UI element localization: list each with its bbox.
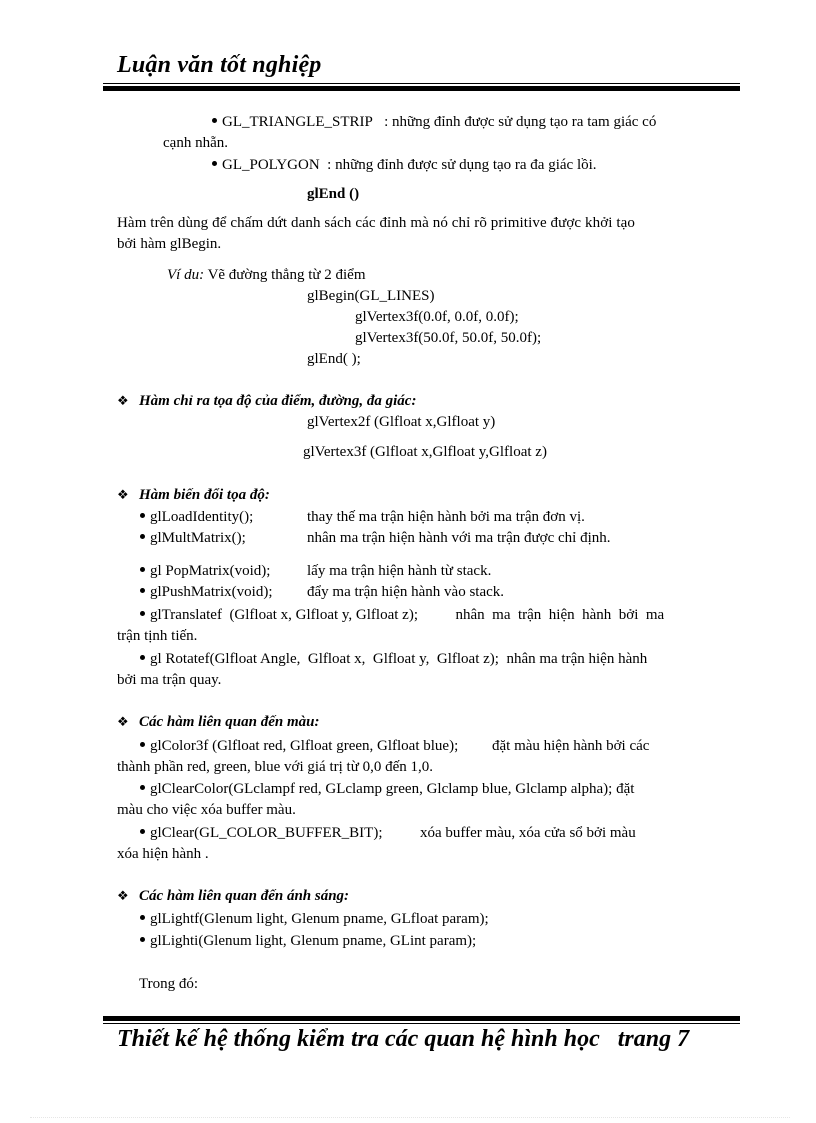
bullet-dot-icon [212,161,217,166]
color-item-line1: glClear(GL_COLOR_BUFFER_BIT); xóa buffer màu, xóa cửa sổ bởi màu [140,823,636,843]
color-item-line2: thành phần red, green, blue với giá trị từ 0,0 đến 1,0. [117,759,433,775]
primitive-triangle-strip-cont: cạnh nhẵn. [163,135,228,151]
light-item: glLightf(Glenum light, Glenum pname, GLfloat param); [140,909,489,929]
transform-item: glLoadIdentity(); [140,507,253,527]
vertex-line: glVertex3f (Glfloat x,Glfloat y,Glfloat z) [303,444,547,460]
transform-item: glPushMatrix(void); [140,582,273,602]
bullet-dot-icon [140,611,145,616]
bullet-dot-icon [140,588,145,593]
primitive-polygon: GL_POLYGON : những đỉnh được sử dụng tạo ra đa giác lồi. [212,155,597,175]
bullet-dot-icon [140,937,145,942]
diamond-bullet-icon: ❖ [117,888,129,903]
color-item-line1: glClearColor(GLclampf red, GLclamp green, Glclamp blue, Glclamp alpha); đặt [140,779,634,799]
section-light-heading: ❖ Các hàm liên quan đến ánh sáng: [117,888,350,904]
light-item: glLighti(Glenum light, Glenum pname, GLint param); [140,931,476,951]
example-code-line: glVertex3f(0.0f, 0.0f, 0.0f); [355,309,519,325]
example-intro: Ví du: Vẽ đường thẳng từ 2 điểm [167,267,366,283]
primitive-triangle-strip: GL_TRIANGLE_STRIP : những đỉnh được sử dụng tạo ra tam giác có [212,112,656,132]
footer-rule-thin [103,1023,740,1024]
diamond-bullet-icon: ❖ [117,393,129,408]
color-item-line2: màu cho việc xóa buffer màu. [117,802,296,818]
vertex-line: glVertex2f (Glfloat x,Glfloat y) [307,414,496,430]
example-code-line: glBegin(GL_LINES) [307,288,435,304]
bullet-dot-icon [140,829,145,834]
transform-item-desc: lấy ma trận hiện hành từ stack. [307,563,492,579]
header-rule-thick [103,86,740,91]
bullet-dot-icon [140,742,145,747]
section-vertex-heading: ❖ Hàm chỉ ra tọa độ của điểm, đường, đa giác: [117,393,417,409]
header-rule-thin [103,83,740,84]
section-transform-heading: ❖ Hàm biến đổi tọa độ: [117,487,270,503]
page-edge-dotted [30,1117,790,1118]
bullet-dot-icon [140,534,145,539]
footer-title: Thiết kế hệ thống kiểm tra các quan hệ hình học trang 7 [117,1026,690,1052]
bullet-dot-icon [140,567,145,572]
bullet-dot-icon [140,655,145,660]
transform-item-desc: nhân ma trận hiện hành với ma trận được chỉ định. [307,530,611,546]
header-title: Luận văn tốt nghiệp [117,52,322,78]
glend-desc-line2: bởi hàm glBegin. [117,236,222,252]
color-item-line2: xóa hiện hành . [117,846,209,862]
transform-item-desc: thay thế ma trận hiện hành bởi ma trận đơn vị. [307,509,585,525]
footer-rule-thick [103,1016,740,1021]
bullet-dot-icon [140,915,145,920]
transform-rotate-line2: bởi ma trận quay. [117,672,222,688]
glend-desc-line1: Hàm trên dùng để chấm dứt danh sách các đỉnh mà nó chỉ rõ primitive được khởi tạo [117,215,635,231]
bullet-dot-icon [140,785,145,790]
transform-translate-line1: glTranslatef (Glfloat x, Glfloat y, Glfloat z); nhân ma trận hiện hành bởi ma [140,605,664,625]
transform-item-desc: đẩy ma trận hiện hành vào stack. [307,584,505,600]
light-note: Trong đó: [139,976,199,992]
diamond-bullet-icon: ❖ [117,714,129,729]
bullet-dot-icon [212,118,217,123]
example-code-line: glEnd( ); [307,351,361,367]
page-number: trang 7 [617,1026,690,1052]
section-color-heading: ❖ Các hàm liên quan đến màu: [117,714,320,730]
transform-rotate-line1: gl Rotatef(Glfloat Angle, Glfloat x, Glfloat y, Glfloat z); nhân ma trận hiện hành [140,649,647,669]
transform-translate-line2: trận tịnh tiến. [117,628,198,644]
glend-func: glEnd () [307,186,360,202]
transform-item: glMultMatrix(); [140,528,246,548]
bullet-dot-icon [140,513,145,518]
diamond-bullet-icon: ❖ [117,487,129,502]
example-code-line: glVertex3f(50.0f, 50.0f, 50.0f); [355,330,542,346]
color-item-line1: glColor3f (Glfloat red, Glfloat green, Glfloat blue); đặt màu hiện hành bởi các [140,736,649,756]
transform-item: gl PopMatrix(void); [140,561,270,581]
